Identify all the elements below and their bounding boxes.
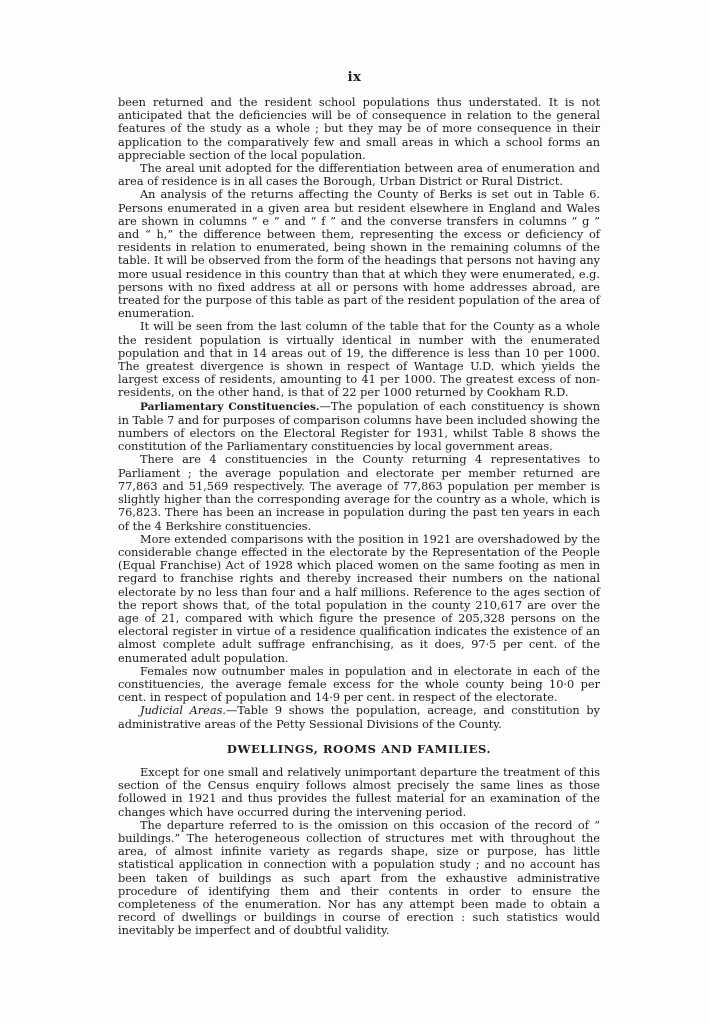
text-body [118, 96, 600, 938]
section-heading: DWELLINGS, ROOMS AND FAMILIES. [226, 741, 492, 756]
paragraph-constituency-averages [118, 453, 600, 532]
paragraph-parliamentary-constituencies [118, 400, 600, 454]
paragraph-text: Except for one small and relatively unimportant departure the treatment of this section of the Census enquiry follows almost precisely the same lines as those followed in 1921 and thus provides the fullest material for an examination of the changes which have occurred during the intervening period. [118, 765, 600, 819]
paragraph-females-outnumber [118, 665, 600, 705]
paragraph-dwellings-intro [118, 766, 600, 819]
paragraph-text: There are 4 constituencies in the County returning 4 representatives to Parliament ; the average population and electorate per member returned are 77,863 and 51,569 respectively. The average of 77,863 population per member is slightly higher than the corresponding average for the country as a whole, which is 76,823. There has been an increase in population during the past ten years in each of the 4 Berkshire constituencies. [118, 453, 600, 533]
paragraph-text: More extended comparisons with the position in 1921 are overshadowed by the considerable change effected in the electorate by the Representation of the People (Equal Franchise) Act of 1928 which placed women on the same footing as men in regard to franchise rights and thereby increased their numbers on the national electorate by no less than four and a half millions. Reference to the ages section of the report shows that, of the total population in the county 210,617 are over the age of 21, compared with which figure the presence of 205,328 persons on the electoral register in virtue of a residence qualification indicates the existence of an almost complete adult suffrage enfranchising, as it does, 97·5 per cent. of the enumerated adult population. [118, 532, 600, 665]
run-in-heading: Parliamentary Constituencies. [140, 400, 320, 413]
page-number: ix [347, 70, 362, 85]
paragraph-extended-comparisons [118, 533, 600, 665]
paragraph-buildings-omission [118, 819, 600, 938]
paragraph-judicial-areas [118, 704, 600, 730]
paragraph-areal-unit [118, 162, 600, 188]
paragraph-text: The areal unit adopted for the differentiation between area of enumeration and area of residence is in all cases the Borough, Urban District or Rural District. [118, 162, 600, 189]
paragraph-continuation [118, 96, 600, 162]
paragraph-resident-population [118, 320, 600, 399]
paragraph-text: been returned and the resident school populations thus understated. It is not anticipated that the deficiencies will be of consequence in relation to the general features of the study as a whole ; but they may be of more consequence in their application to the comparatively few and small areas in which a school forms an appreciable section of the local population. [118, 96, 600, 162]
paragraph-text: The departure referred to is the omission on this occasion of the record of “ buildings.” The heterogeneous collection of structures met with throughout the area, of almost infinite variety as regards shape, size or purpose, has little statistical application in connection with a population study ; and no account has been taken of buildings as such apart from the exhaustive administrative procedure of identifying them and their contents in order to ensure the completeness of the enumeration. Nor has any attempt been made to obtain a record of dwellings or buildings in course of erection : such statistics would inevitably be imperfect and of doubtful validity. [118, 818, 600, 938]
paragraph-text: —Table 9 shows the population, acreage, and constitution by administrative areas of the Petty Sessional Divisions of the County. [118, 704, 600, 731]
paragraph-text: Females now outnumber males in population and in electorate in each of the constituencies, the average female excess for the whole county being 10·0 per cent. in respect of population and 14·9 per cent. in respect of the electorate. [118, 664, 600, 705]
paragraph-berks-analysis [118, 188, 600, 320]
run-in-heading: Judicial Areas. [140, 704, 226, 718]
paragraph-text: —The population of each constituency is shown in Table 7 and for purposes of comparison columns have been included showing the numbers of electors on the Electoral Register for 1931, whilst Table 8 shows the constitution of the Parliamentary constituencies by local government areas. [118, 399, 600, 454]
paragraph-text: An analysis of the returns affecting the County of Berks is set out in Table 6. Persons enumerated in a given area but resident elsewhere in England and Wales are shown in columns “ e ” and “ f ” and the converse transfers in columns “ g ” and “ h,” the difference between them, representing the excess or deficiency of residents in relation to enumerated, being shown in the remaining columns of the table. It will be observed from the form of the headings that persons not having any more usual residence in this country than that at which they were enumerated, e.g. persons with no fixed address at all or persons with home addresses abroad, are treated for the purpose of this table as part of the resident population of the area of enumeration. [118, 188, 600, 321]
paragraph-text: It will be seen from the last column of the table that for the County as a whole the resident population is virtually identical in number with the enumerated population and that in 14 areas out of 19, the difference is less than 10 per 1000. The greatest divergence is shown in respect of Wantage U.D. which yields the largest excess of residents, amounting to 41 per 1000. The greatest excess of non-residents, on the other hand, is that of 22 per 1000 returned by Cookham R.D. [118, 320, 600, 400]
